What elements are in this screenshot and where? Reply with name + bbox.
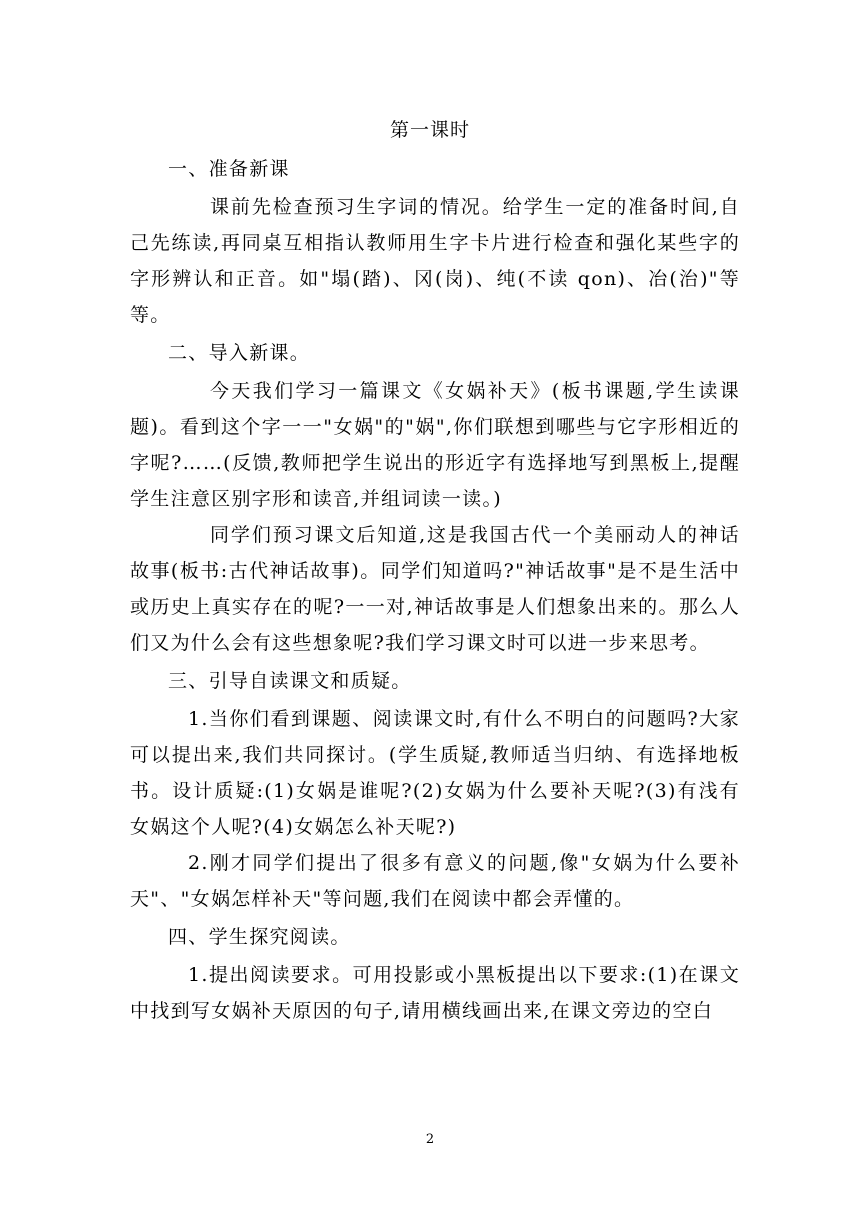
paragraph-prepare-detail: 课前先检查预习生字词的情况。给学生一定的准备时间,自己先练读,再同桌互相指认教师用生字卡片进行检查和强化某些字的字形辨认和正音。如"塌(踏)、冈(岗)、纯(不读 qon)、冶(治)"等等。 bbox=[130, 196, 740, 326]
page-number: 2 bbox=[425, 1132, 435, 1147]
section-heading-introduce: 二、导入新课。 bbox=[168, 342, 311, 364]
section-heading-explore: 四、学生探究阅读。 bbox=[168, 926, 351, 948]
section-heading-prepare: 一、准备新课 bbox=[168, 158, 290, 180]
paragraph-reading-requirements: 1.提出阅读要求。可用投影或小黑板提出以下要求:(1)在课文中找到写女娲补天原因的句子,请用横线画出来,在课文旁边的空白 bbox=[130, 964, 740, 1022]
section-heading-self-reading: 三、引导自读课文和质疑。 bbox=[168, 670, 412, 692]
paragraph-introduce-title: 今天我们学习一篇课文《女娲补天》(板书课题,学生读课题)。看到这个字一一"女娲"的"娲",你们联想到哪些与它字形相近的字呢?……(反馈,教师把学生说出的形近字有选择地写到黑板上,提醒学生注意区别字形和读音,并组词读一读。) bbox=[130, 380, 740, 510]
paragraph-question-1: 1.当你们看到课题、阅读课文时,有什么不明白的问题吗?大家可以提出来,我们共同探讨。(学生质疑,教师适当归纳、有选择地板书。设计质疑:(1)女娲是谁呢?(2)女娲为什么要补天呢?(3)有浅有女娲这个人呢?(4)女娲怎么补天呢?) bbox=[130, 708, 740, 838]
paragraph-myth-story: 同学们预习课文后知道,这是我国古代一个美丽动人的神话故事(板书:古代神话故事)。同学们知道吗?"神话故事"是不是生活中或历史上真实存在的呢?一一对,神话故事是人们想象出来的。那么人们又为什么会有这些想象呢?我们学习课文时可以进一步来思考。 bbox=[130, 524, 740, 654]
lesson-title: 第一课时 bbox=[389, 119, 470, 141]
paragraph-question-2: 2.刚才同学们提出了很多有意义的问题,像"女娲为什么要补天"、"女娲怎样补天"等问题,我们在阅读中都会弄懂的。 bbox=[130, 852, 740, 910]
document-body bbox=[130, 151, 740, 1029]
